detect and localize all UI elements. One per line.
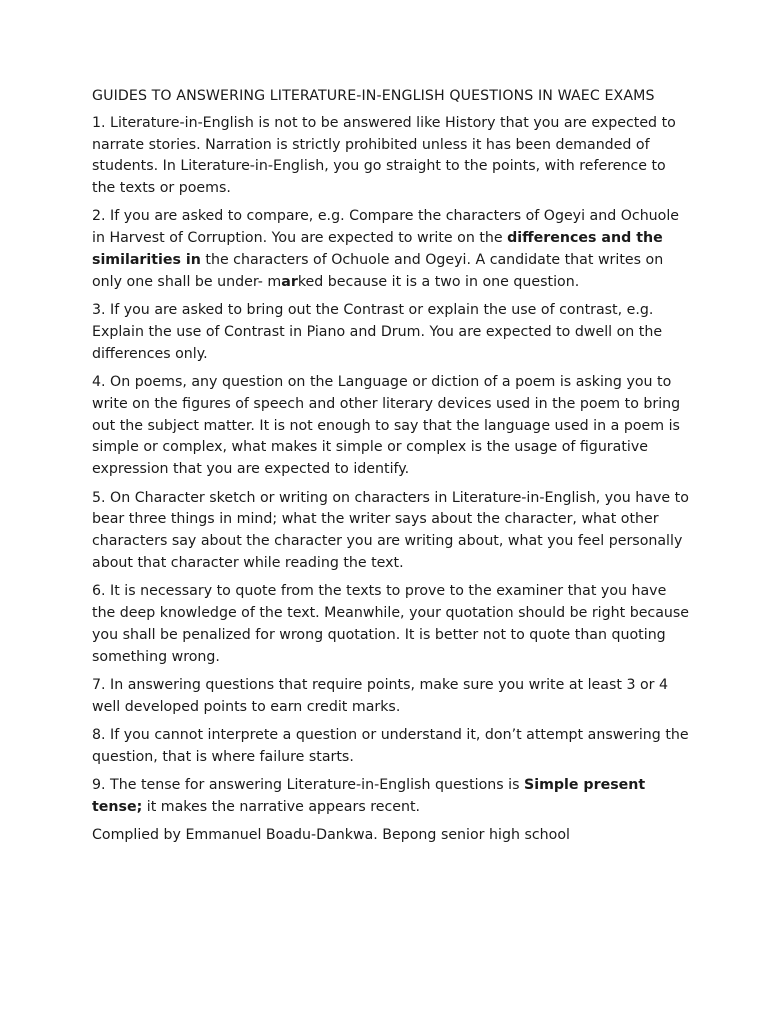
point-9 <box>92 775 692 819</box>
point-8 <box>92 725 692 769</box>
point-text: 6. It is necessary to quote from the texts to prove to the examiner that you have the deep knowledge of the text. Meanwhile, your quotation should be right because you shall be penalized for wrong quotation. It is better not to quote than quoting something wrong. <box>92 583 690 665</box>
document-page <box>92 86 692 847</box>
point-text: 9. The tense for answering Literature-in-English questions is <box>92 777 524 794</box>
document-title: GUIDES TO ANSWERING LITERATURE-IN-ENGLISH QUESTIONS IN WAEC EXAMS <box>92 88 655 104</box>
point-text: 7. In answering questions that require points, make sure you write at least 3 or 4 well developed points to earn credit marks. <box>92 676 669 715</box>
point-text: 3. If you are asked to bring out the Contrast or explain the use of contrast, e.g. Explain the use of Contrast in Piano and Drum. You are expected to dwell on the differences only. <box>92 302 663 362</box>
point-4 <box>92 372 692 481</box>
point-bold-text: ar <box>281 273 298 290</box>
point-text: 2. If you are asked to compare, e.g. Compare the characters of Ogeyi and Ochuole in Harvest of Corruption. You are expected to write on the <box>92 208 680 247</box>
point-text: 5. On Character sketch or writing on characters in Literature-in-English, you have to bear three things in mind; what the writer says about the character, what other characters say about the character you are writing about, what you feel personally about that character while reading the text. <box>92 489 689 571</box>
point-text: 8. If you cannot interprete a question or understand it, don’t attempt answering the question, that is where failure starts. <box>92 727 689 765</box>
points-list <box>92 113 692 819</box>
point-bold-text: Simple present tense; <box>92 777 646 815</box>
author-credit: Complied by Emmanuel Boadu-Dankwa. Bepong senior high school <box>92 827 570 844</box>
point-7 <box>92 675 692 719</box>
point-5 <box>92 488 692 575</box>
point-bold-text: differences and the similarities in <box>92 230 663 269</box>
point-text: ked because it is a two in one question. <box>297 273 580 290</box>
point-text: it makes the narrative appears recent. <box>142 798 421 815</box>
point-6 <box>92 581 692 668</box>
point-3 <box>92 300 692 365</box>
point-2 <box>92 206 692 293</box>
point-text: 4. On poems, any question on the Language or diction of a poem is asking you to write on the figures of speech and other literary devices used in the poem to bring out the subject matter. It is not enough to say that the language used in a poem is simple or complex, what makes it simple or complex is the usage of figurative expression that you are expected to identify. <box>92 374 681 478</box>
point-text: 1. Literature-in-English is not to be answered like History that you are expected to narrate stories. Narration is strictly prohibited unless it has been demanded of students. In Literature-in-English, you go straight to the points, with reference to the texts or poems. <box>92 114 676 197</box>
point-text: the characters of Ochuole and Ogeyi. A candidate that writes on only one shall be under- m <box>92 252 664 290</box>
point-1 <box>92 113 692 200</box>
